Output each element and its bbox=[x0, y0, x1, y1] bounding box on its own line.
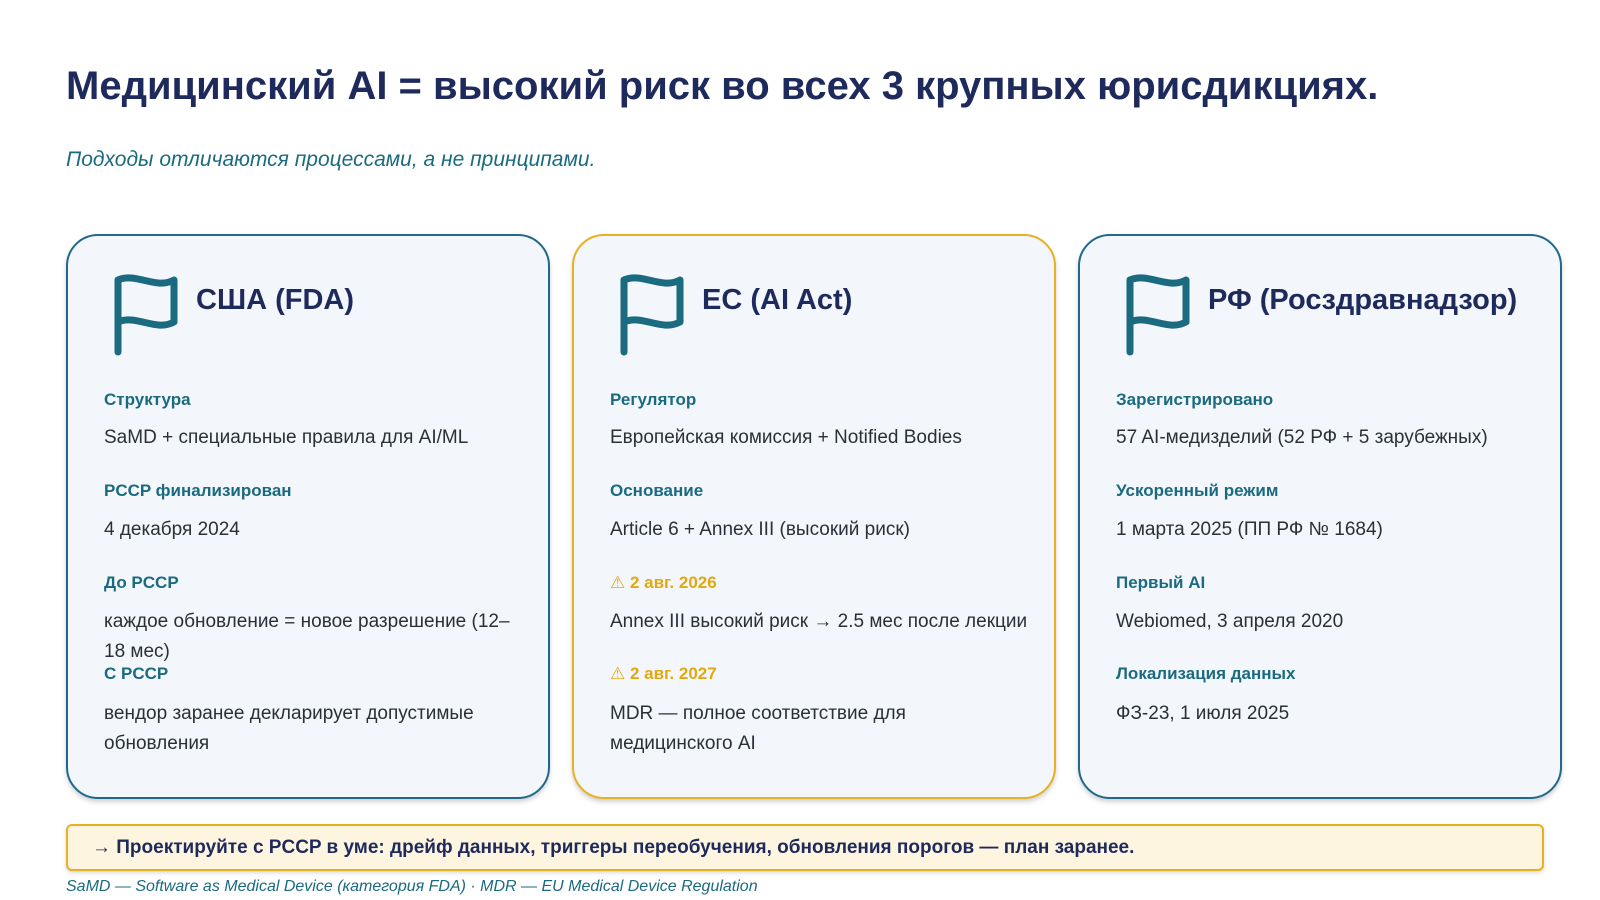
row-value: 1 марта 2025 (ПП РФ № 1684) bbox=[1116, 519, 1383, 540]
footnote: SaMD — Software as Medical Device (категория FDA) · MDR — EU Medical Device Regulation bbox=[66, 878, 758, 895]
row-label: Первый AI bbox=[1116, 573, 1206, 592]
row-label: PCCP финализирован bbox=[104, 481, 292, 500]
flag-icon bbox=[1122, 272, 1194, 356]
card-usa bbox=[66, 234, 550, 799]
row-label: Основание bbox=[610, 481, 704, 500]
card-rf bbox=[1078, 234, 1562, 799]
row-value: Европейская комиссия + Notified Bodies bbox=[610, 427, 962, 448]
page-title: Медицинский AI = высокий риск во всех 3 крупных юрисдикциях. bbox=[66, 64, 1379, 108]
key-takeaway-callout: → Проектируйте с PCCP в уме: дрейф данных, триггеры переобучения, обновления порогов — план заранее. bbox=[66, 824, 1544, 871]
card-eu bbox=[572, 234, 1056, 799]
row-label: До PCCP bbox=[104, 573, 179, 592]
row-value: 4 декабря 2024 bbox=[104, 519, 240, 540]
row-value: SaMD + специальные правила для AI/ML bbox=[104, 427, 469, 448]
flag-icon bbox=[616, 272, 688, 356]
row-value: Article 6 + Annex III (высокий риск) bbox=[610, 519, 911, 540]
row-label: Ускоренный режим bbox=[1116, 481, 1279, 500]
card-title: ЕС (AI Act) bbox=[702, 284, 853, 316]
card-header bbox=[110, 272, 354, 356]
warning-label: ⚠ 2 авг. 2026 bbox=[610, 573, 717, 592]
row-label: С PCCP bbox=[104, 664, 169, 683]
row-value: каждое обновление = новое разрешение (12–18 мес) bbox=[104, 611, 510, 662]
card-title: США (FDA) bbox=[196, 284, 354, 316]
page-subtitle: Подходы отличаются процессами, а не принципами. bbox=[66, 148, 596, 171]
flag-icon bbox=[110, 272, 182, 356]
card-title: РФ (Росздравнадзор) bbox=[1208, 284, 1518, 316]
row-value: 57 AI-медизделий (52 РФ + 5 зарубежных) bbox=[1116, 427, 1488, 448]
row-label: Регулятор bbox=[610, 390, 697, 409]
card-header bbox=[616, 272, 852, 356]
row-value: Annex III высокий риск → 2.5 мес после лекции bbox=[610, 611, 1028, 632]
row-value: вендор заранее декларирует допустимые обновления bbox=[104, 703, 474, 754]
row-label: Зарегистрировано bbox=[1116, 390, 1274, 409]
warning-label: ⚠ 2 авг. 2027 bbox=[610, 664, 717, 683]
row-value: Webiomed, 3 апреля 2020 bbox=[1116, 611, 1344, 632]
row-label: Структура bbox=[104, 390, 191, 409]
row-value: MDR — полное соответствие для медицинского AI bbox=[610, 703, 906, 754]
card-header bbox=[1122, 272, 1517, 356]
row-value: ФЗ-23, 1 июля 2025 bbox=[1116, 703, 1290, 724]
row-label: Локализация данных bbox=[1116, 664, 1296, 683]
